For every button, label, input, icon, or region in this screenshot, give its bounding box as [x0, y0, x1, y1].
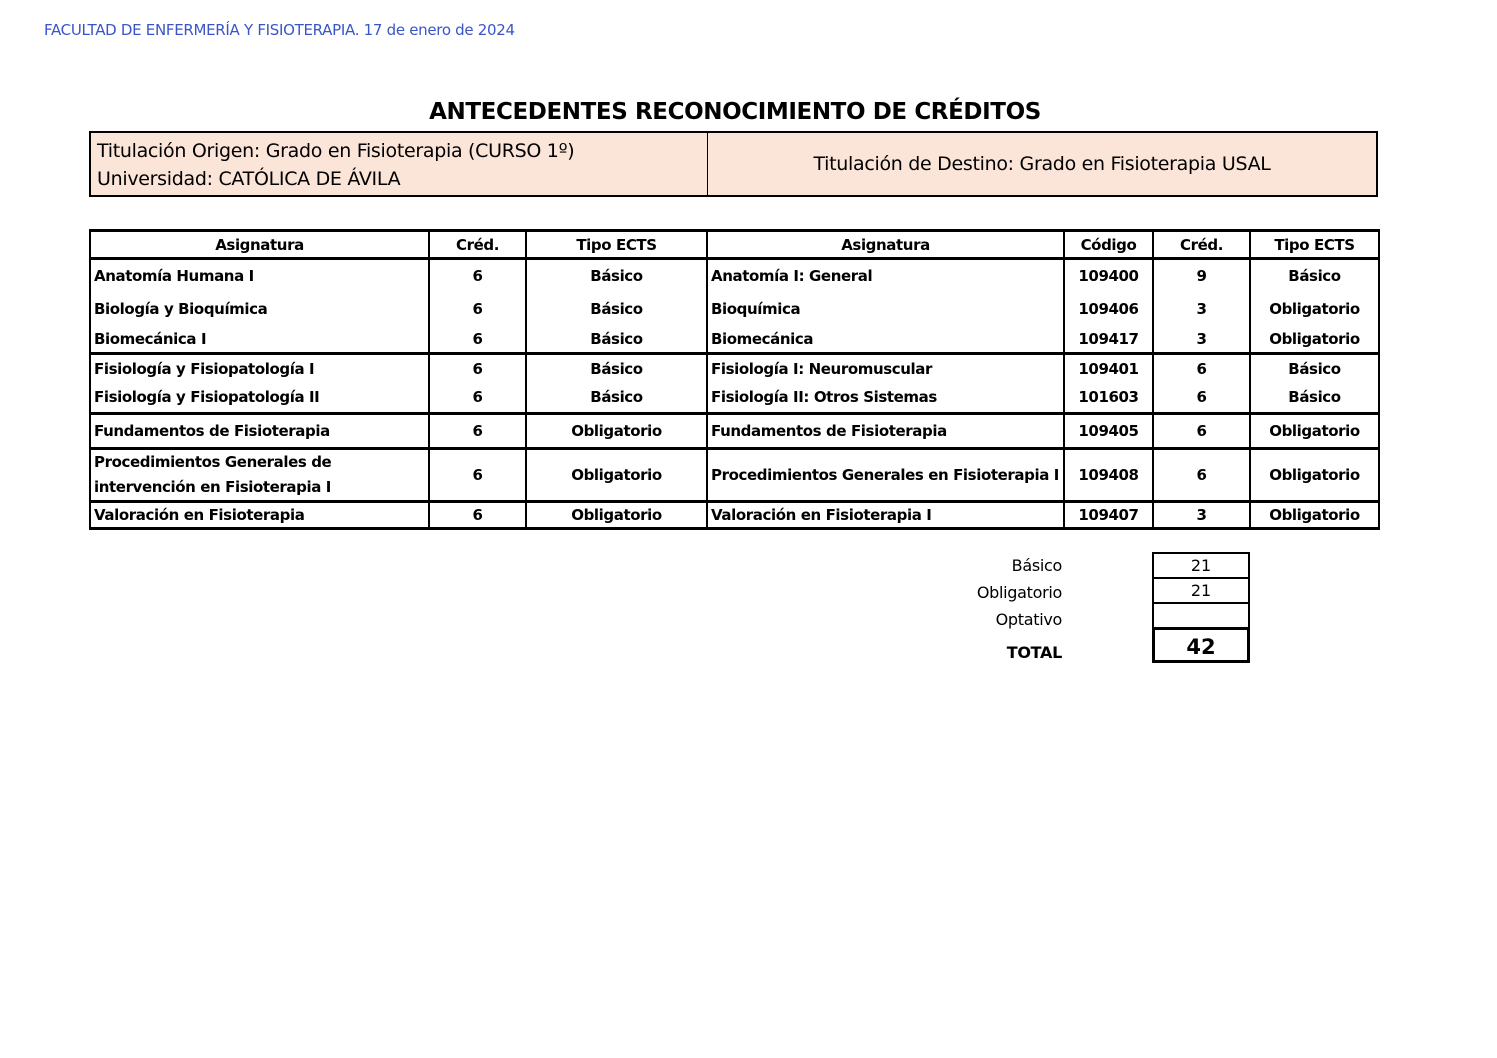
origin-titulation: Titulación Origen: Grado en Fisioterapia (CURSO 1º): [97, 140, 575, 162]
subject-code: 109406: [1064, 292, 1153, 326]
header-cred-origen: Créd.: [429, 231, 526, 259]
destination-subject: Biomecánica: [707, 326, 1064, 354]
destination-subject: Anatomía I: General: [707, 259, 1064, 292]
destination-credits: 9: [1153, 259, 1250, 292]
table-row: [90, 383, 1379, 414]
table-row: [90, 326, 1379, 354]
origin-subject: Valoración en Fisioterapia: [90, 502, 429, 529]
destination-type: Obligatorio: [1250, 292, 1379, 326]
destination-credits: 3: [1153, 502, 1250, 529]
origin-subject: Fisiología y Fisiopatología I: [90, 354, 429, 383]
origin-type: Obligatorio: [526, 502, 707, 529]
destination-subject: Bioquímica: [707, 292, 1064, 326]
origin-subject: Fisiología y Fisiopatología II: [90, 383, 429, 414]
destination-type: Obligatorio: [1250, 414, 1379, 449]
origin-credits: 6: [429, 292, 526, 326]
subject-code: 109407: [1064, 502, 1153, 529]
origin-type: Obligatorio: [526, 414, 707, 449]
origin-subject: Fundamentos de Fisioterapia: [90, 414, 429, 449]
header-cred-destino: Créd.: [1153, 231, 1250, 259]
header-asignatura-destino: Asignatura: [707, 231, 1064, 259]
titulation-info-box: [89, 131, 1378, 197]
destination-subject: Fisiología I: Neuromuscular: [707, 354, 1064, 383]
destination-type: Básico: [1250, 259, 1379, 292]
destination-credits: 6: [1153, 354, 1250, 383]
total-optativo-label: Optativo: [995, 610, 1062, 629]
destination-type: Obligatorio: [1250, 449, 1379, 502]
table-row: [90, 414, 1379, 449]
origin-subject: Procedimientos Generales de intervención en Fisioterapia I: [90, 449, 429, 502]
total-obligatorio-label: Obligatorio: [976, 583, 1062, 602]
document-title: ANTECEDENTES RECONOCIMIENTO DE CRÉDITOS: [429, 99, 1041, 125]
destination-type: Básico: [1250, 383, 1379, 414]
origin-credits: 6: [429, 414, 526, 449]
subject-code: 109400: [1064, 259, 1153, 292]
subject-code: 101603: [1064, 383, 1153, 414]
origin-type: Obligatorio: [526, 449, 707, 502]
total-optativo-value: [1152, 602, 1250, 629]
total-basico-value: 21: [1152, 552, 1250, 579]
origin-subject: Anatomía Humana I: [90, 259, 429, 292]
destination-titulation: Titulación de Destino: Grado en Fisioterapia USAL: [813, 153, 1271, 175]
origin-credits: 6: [429, 326, 526, 354]
origin-type: Básico: [526, 259, 707, 292]
total-basico-label: Básico: [1011, 556, 1062, 575]
origin-subject: Biomecánica I: [90, 326, 429, 354]
origin-credits: 6: [429, 259, 526, 292]
origin-type: Básico: [526, 383, 707, 414]
origin-credits: 6: [429, 502, 526, 529]
table-row: [90, 354, 1379, 383]
header-codigo: Código: [1064, 231, 1153, 259]
destination-credits: 3: [1153, 292, 1250, 326]
destination-subject: Fisiología II: Otros Sistemas: [707, 383, 1064, 414]
origin-type: Básico: [526, 326, 707, 354]
subject-code: 109408: [1064, 449, 1153, 502]
header-tipo-origen: Tipo ECTS: [526, 231, 707, 259]
origin-type: Básico: [526, 292, 707, 326]
destination-subject: Fundamentos de Fisioterapia: [707, 414, 1064, 449]
origin-info: [91, 133, 708, 195]
destination-type: Obligatorio: [1250, 326, 1379, 354]
faculty-date-header: FACULTAD DE ENFERMERÍA Y FISIOTERAPIA. 17 de enero de 2024: [44, 21, 515, 39]
header-asignatura-origen: Asignatura: [90, 231, 429, 259]
total-label: TOTAL: [1006, 643, 1062, 662]
subject-code: 109417: [1064, 326, 1153, 354]
destination-credits: 6: [1153, 414, 1250, 449]
table-header-row: [90, 231, 1379, 259]
origin-credits: 6: [429, 383, 526, 414]
destination-subject: Procedimientos Generales en Fisioterapia I: [707, 449, 1064, 502]
table-row: [90, 502, 1379, 529]
origin-credits: 6: [429, 449, 526, 502]
destination-credits: 3: [1153, 326, 1250, 354]
destination-type: Básico: [1250, 354, 1379, 383]
total-value: 42: [1152, 627, 1250, 663]
origin-credits: 6: [429, 354, 526, 383]
destination-credits: 6: [1153, 449, 1250, 502]
credit-recognition-table: [89, 229, 1380, 530]
table-row: [90, 292, 1379, 326]
destination-type: Obligatorio: [1250, 502, 1379, 529]
table-row: [90, 259, 1379, 292]
header-tipo-destino: Tipo ECTS: [1250, 231, 1379, 259]
origin-university: Universidad: CATÓLICA DE ÁVILA: [97, 168, 401, 190]
origin-subject: Biología y Bioquímica: [90, 292, 429, 326]
subject-code: 109401: [1064, 354, 1153, 383]
total-obligatorio-value: 21: [1152, 577, 1250, 604]
subject-code: 109405: [1064, 414, 1153, 449]
table-row: [90, 449, 1379, 502]
destination-subject: Valoración en Fisioterapia I: [707, 502, 1064, 529]
origin-type: Básico: [526, 354, 707, 383]
destination-credits: 6: [1153, 383, 1250, 414]
